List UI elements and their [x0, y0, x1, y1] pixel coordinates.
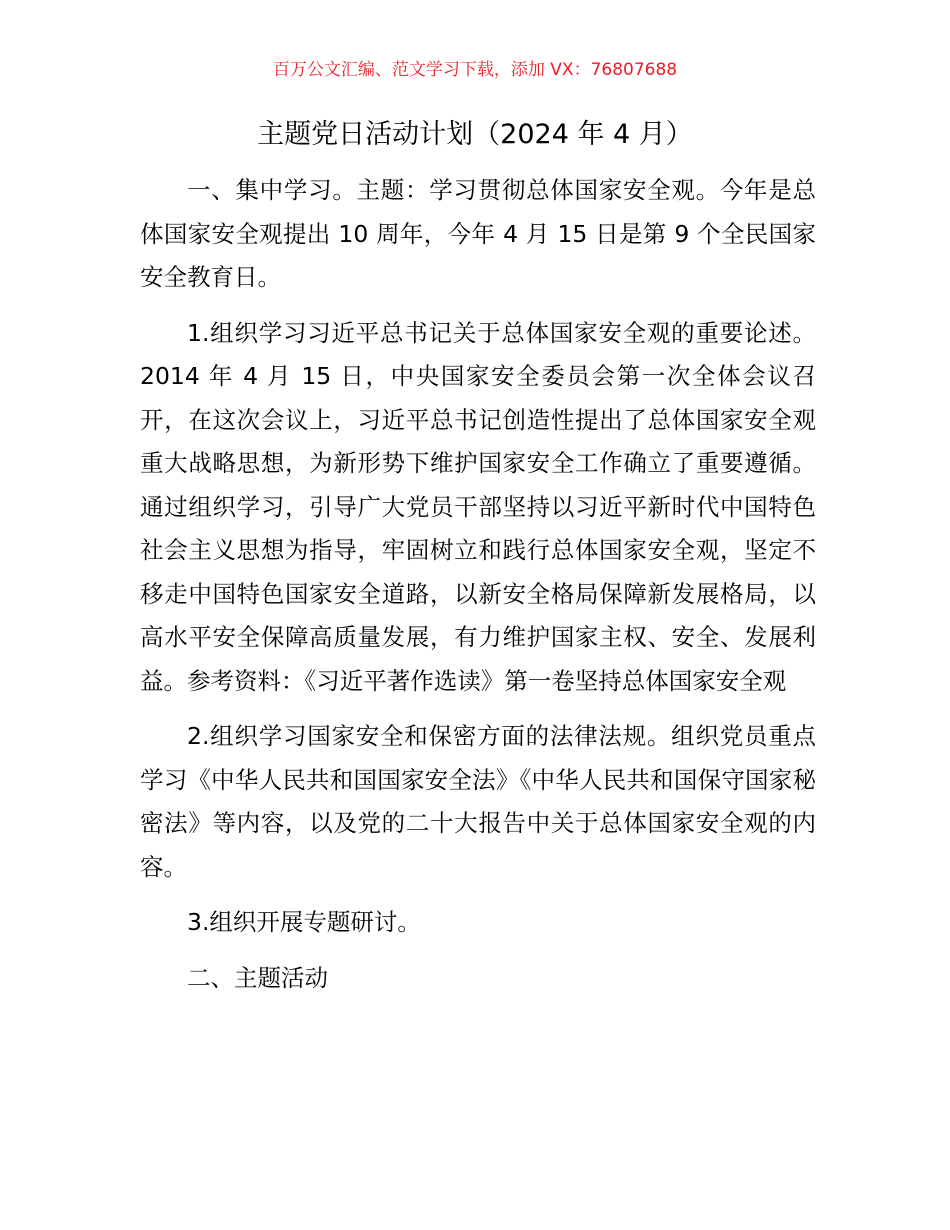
paragraph-item-3: 3.组织开展专题研讨。 [187, 908, 421, 936]
header-banner: 百万公文汇编、范文学习下载，添加 VX：76807688 [272, 60, 678, 80]
paragraph-section-one: 一、集中学习。主题：学习贯彻总体国家安全观。今年是总体国家安全观提出 10 周年，今年 4 月 15 日是第 9 个全民国家安全教育日。 [140, 176, 816, 291]
document-body [140, 169, 816, 1000]
paragraph-section-two: 二、主题活动 [187, 963, 328, 992]
paragraph-item-1: 1.组织学习习近平总书记关于总体国家安全观的重要论述。2014 年 4 月 15 日，中央国家安全委员会第一次全体会议召开，在这次会议上，习近平总书记创造性提出了总体国家安全观重大战略思想，为新形势下维护国家安全工作确立了重要遵循。通过组织学习，引导广大党员干部坚持以习近平新时代中国特色社会主义思想为指导，牢固树立和践行总体国家安全观，坚定不移走中国特色国家安全道路，以新安全格局保障新发展格局，以高水平安全保障高质量发展，有力维护国家主权、安全、发展利益。参考资料：《习近平著作选读》第一卷坚持总体国家安全观 [140, 318, 816, 695]
document-title: 主题党日活动计划（2024 年 4 月） [257, 119, 693, 150]
paragraph-item-2: 2.组织学习国家安全和保密方面的法律法规。组织党员重点学习《中华人民共和国国家安全法》《中华人民共和国保守国家秘密法》等内容，以及党的二十大报告中关于总体国家安全观的内容。 [140, 722, 816, 881]
